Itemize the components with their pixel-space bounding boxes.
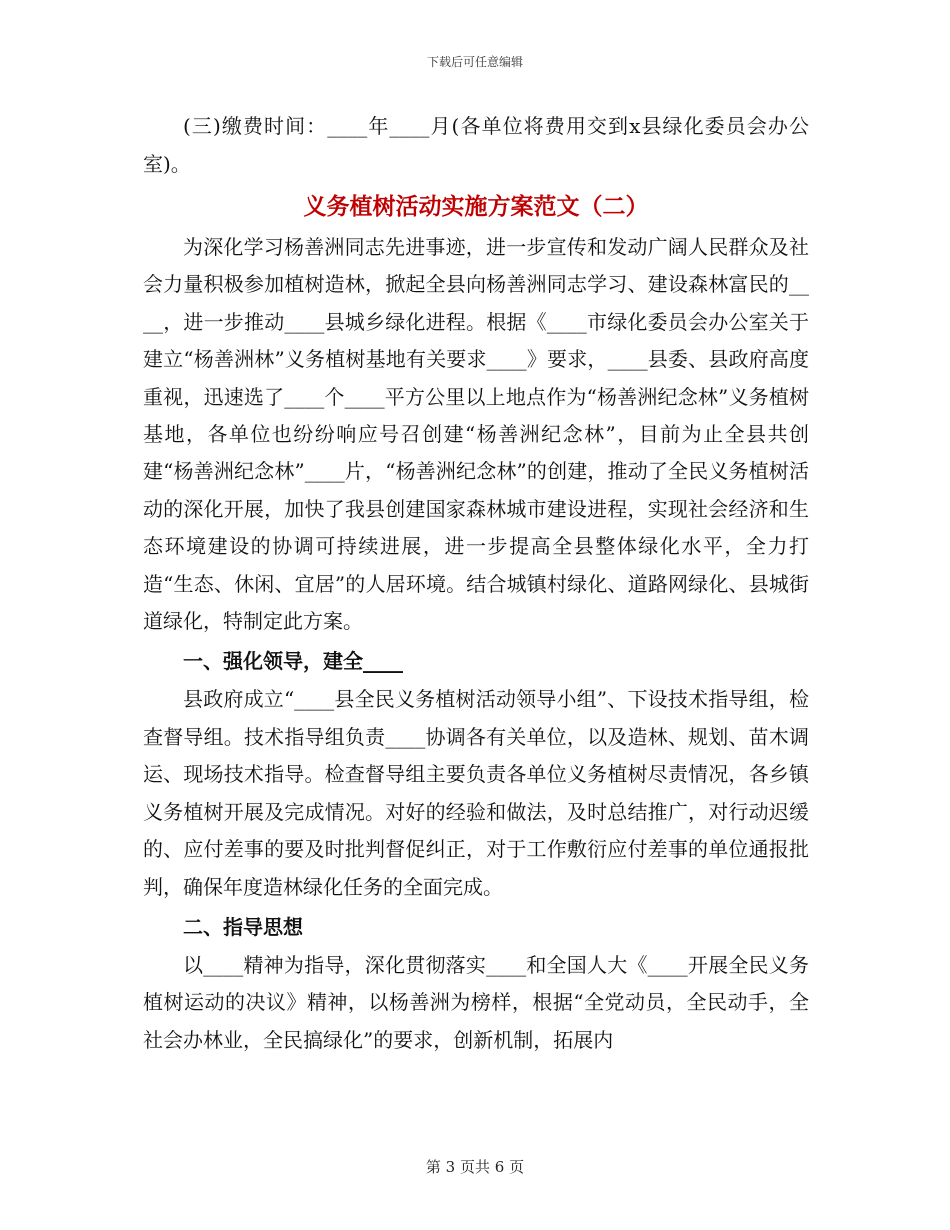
intro-paragraph: (三)缴费时间：____年____月(各单位将费用交到x县绿化委员会办公室)。 xyxy=(143,114,809,176)
paragraph-1: 为深化学习杨善洲同志先进事迹，进一步宣传和发动广阔人民群众及社会力量积极参加植树造林，掀起全县向杨善洲同志学习、建设森林富民的____，进一步推动____县城乡绿化进程。根据《____市绿化委员会办公室关于建立“杨善洲林”义务植树基地有关要求____》要求，____县委、县政府高度重视，迅速选了____个____平方公里以上地点作为“杨善洲纪念林”义务植树基地，各单位也纷纷响应号召创建“杨善洲纪念林”，目前为止全县共创建“杨善洲纪念林”____片，“杨善洲纪念林”的创建，推动了全民义务植树活动的深化开展，加快了我县创建国家森林城市建设进程，实现社会经济和生态环境建设的协调可持续进展，进一步提高全县整体绿化水平，全力打造“生态、休闲、宜居”的人居环境。结合城镇村绿化、道路网绿化、县城街道绿化，特制定此方案。 xyxy=(143,235,809,634)
section-1-heading: 一、强化领导，建全____ xyxy=(183,649,403,674)
section-1-body: 县政府成立“____县全民义务植树活动领导小组”、下设技术指导组，检查督导组。技术指导组负责____协调各有关单位，以及造林、规划、苗木调运、现场技术指导。检查督导组主要负责各单位义务植树尽责情况，各乡镇义务植树开展及完成情况。对好的经验和做法，及时总结推广，对行动迟缓的、应付差事的要及时批判督促纠正，对于工作敷衍应付差事的单位通报批判，确保年度造林绿化任务的全面完成。 xyxy=(143,687,809,899)
section-2-heading: 二、指导思想 xyxy=(183,914,303,939)
page-header: 下载后可任意编辑 xyxy=(426,55,523,69)
section-2-body: 以____精神为指导，深化贯彻落实____和全国人大《____开展全民义务植树运动的决议》精神，以杨善洲为榜样，根据“全党动员，全民动手，全社会办林业，全民搞绿化”的要求，创新机制，拓展内 xyxy=(143,952,809,1052)
document-body xyxy=(143,107,809,1059)
document-title: 义务植树活动实施方案范文（二） xyxy=(303,193,649,220)
page-footer: 第 3 页共 6 页 xyxy=(425,1158,525,1176)
